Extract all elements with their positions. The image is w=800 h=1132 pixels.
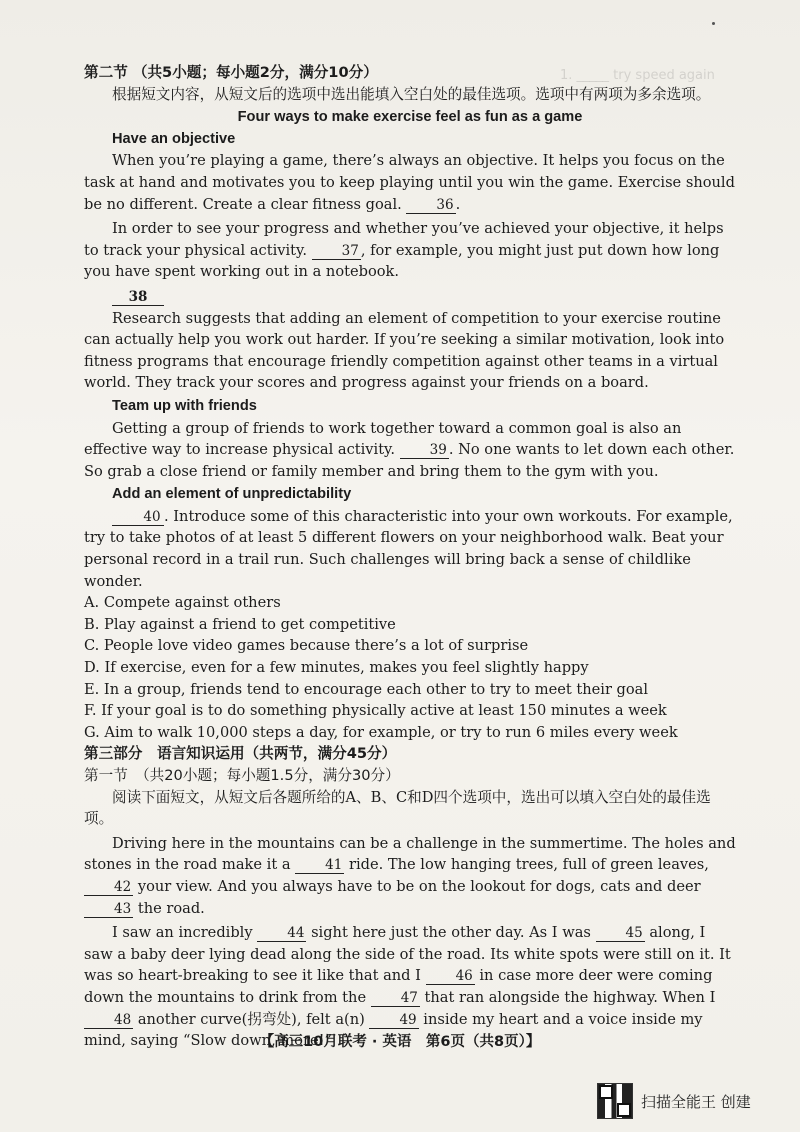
blank-40: 40 bbox=[112, 509, 164, 526]
blank-45: 45 bbox=[596, 925, 645, 942]
document-body bbox=[84, 62, 736, 1052]
paragraph-objective: When you’re playing a game, there’s always an objective. It helps you focus on the task at hand and motivates you to keep playing until you win the game. Exercise should be no different. Create a clear fitness goal. 36 . bbox=[84, 152, 735, 213]
subheading-unpredictability: Add an element of unpredictability bbox=[112, 486, 352, 503]
blank-38: 38 bbox=[112, 289, 164, 306]
section2-header: 第二节 （共5小题；每小题2分，满分10分） bbox=[84, 64, 378, 81]
paragraph-text: . Introduce some of this characteristic into your own workouts. For example, try to take photos of at least 5 different flowers on your neighborhood walk. Beat your personal record in a trail run. Such challenges will bring back a sense of childlike wonder. bbox=[84, 507, 733, 590]
blank-37: 37 bbox=[312, 243, 361, 260]
blank-39: 39 bbox=[400, 442, 449, 459]
blank-36: 36 bbox=[406, 197, 455, 214]
speck bbox=[712, 22, 715, 25]
option-f: F. If your goal is to do something physically active at least 150 minutes a week bbox=[84, 702, 667, 720]
qr-code-icon bbox=[597, 1083, 633, 1119]
option-a: A. Compete against others bbox=[84, 594, 281, 612]
page-footer: 【高三10月联考 · 英语 第6页（共8页）】 bbox=[259, 1034, 541, 1050]
paragraph-text: Getting a group of friends to work together toward a common goal is also an effective way to increase physical activity. bbox=[84, 419, 682, 459]
cloze-text: along, I saw a baby deer lying dead along the side of the road. Its white spots were still on it. It was so heart-breaking to see it like that and I bbox=[84, 924, 731, 985]
cloze-text: the road. bbox=[137, 899, 205, 917]
paragraph-38-heading bbox=[84, 286, 736, 308]
paragraph-text: In order to see your progress and whether you’ve achieved your objective, it helps to track your physical activity. bbox=[84, 220, 724, 259]
paragraph-unpredictability bbox=[84, 506, 736, 592]
blank-47: 47 bbox=[371, 990, 420, 1007]
cloze-text: sight here just the other day. As I was bbox=[311, 924, 591, 942]
part3-header: 第三部分 语言知识运用（共两节，满分45分） bbox=[84, 745, 397, 763]
options-list bbox=[84, 592, 736, 743]
section2-instruction: 根据短文内容，从短文后的选项中选出能填入空白处的最佳选项。选项中有两项为多余选项。 bbox=[112, 85, 711, 103]
bleed-through: 1. _____ try speed again bbox=[560, 68, 715, 83]
cloze-text: that ran alongside the highway. When I bbox=[424, 988, 716, 1006]
cloze-text: Driving here in the mountains can be a challenge in the summertime. The holes and stones in the road make it a bbox=[84, 834, 736, 874]
paragraph-competition: Research suggests that adding an element of competition to your exercise routine can actually help you work out harder. If you’re seeking a similar motivation, look into fitness programs that encourage friendly competition against other teams in a virtual world. They track your scores and progress against your friends on a board. bbox=[84, 309, 725, 392]
blank-46: 46 bbox=[426, 968, 475, 985]
option-c: C. People love video games because there’s a lot of surprise bbox=[84, 637, 529, 655]
option-b: B. Play against a friend to get competitive bbox=[84, 615, 396, 633]
paragraph-track bbox=[84, 218, 736, 283]
part3-section1-header: 第一节 （共20小题；每小题1.5分，满分30分） bbox=[84, 767, 400, 784]
blank-49: 49 bbox=[369, 1012, 418, 1029]
cloze-text: in case more deer were coming down the mountains to drink from the bbox=[84, 967, 713, 1006]
blank-41: 41 bbox=[295, 857, 344, 874]
cloze-text: your view. And you always have to be on the lookout for dogs, cats and deer bbox=[137, 877, 701, 895]
scanner-watermark bbox=[597, 1083, 751, 1119]
paragraph-text: . No one wants to let down each other. So grab a close friend or family member and bring them to the gym with you. bbox=[84, 441, 735, 480]
paragraph-team bbox=[84, 418, 736, 483]
subheading-team: Team up with friends bbox=[112, 397, 257, 414]
cloze-text: inside my heart and a voice inside my mind, saying “Slow down, more!” bbox=[84, 1010, 703, 1050]
cloze-text: another curve(拐弯处), felt a(n) bbox=[137, 1010, 365, 1028]
blank-48: 48 bbox=[84, 1012, 133, 1029]
blank-43: 43 bbox=[84, 901, 133, 918]
option-e: E. In a group, friends tend to encourage each other to try to meet their goal bbox=[84, 680, 649, 698]
option-g: G. Aim to walk 10,000 steps a day, for example, or try to run 6 miles every week bbox=[84, 723, 678, 741]
passage-title: Four ways to make exercise feel as fun as a game bbox=[237, 109, 583, 126]
paragraph-text: , for example, you might just put down how long you have spent working out in a notebook. bbox=[84, 241, 720, 281]
scanner-label: 扫描全能王 创建 bbox=[641, 1092, 751, 1111]
cloze-text: I saw an incredibly bbox=[112, 924, 253, 942]
paragraph-text: When you’re playing a game, there’s always an objective. It helps you focus on the task at hand and motivates you to keep playing until you win the game. Exercise should be no different. Create a clear fitness goal. bbox=[84, 152, 735, 213]
subheading-objective: Have an objective bbox=[112, 130, 236, 147]
blank-44: 44 bbox=[257, 925, 306, 942]
part3-instruction: 阅读下面短文，从短文后各题所给的A、B、C和D四个选项中，选出可以填入空白处的最佳选项。 bbox=[84, 788, 711, 828]
option-d: D. If exercise, even for a few minutes, makes you feel slightly happy bbox=[84, 659, 589, 677]
cloze-text: ride. The low hanging trees, full of green leaves, bbox=[349, 856, 709, 874]
blank-42: 42 bbox=[84, 879, 133, 896]
cloze-paragraph-1 bbox=[84, 833, 736, 919]
